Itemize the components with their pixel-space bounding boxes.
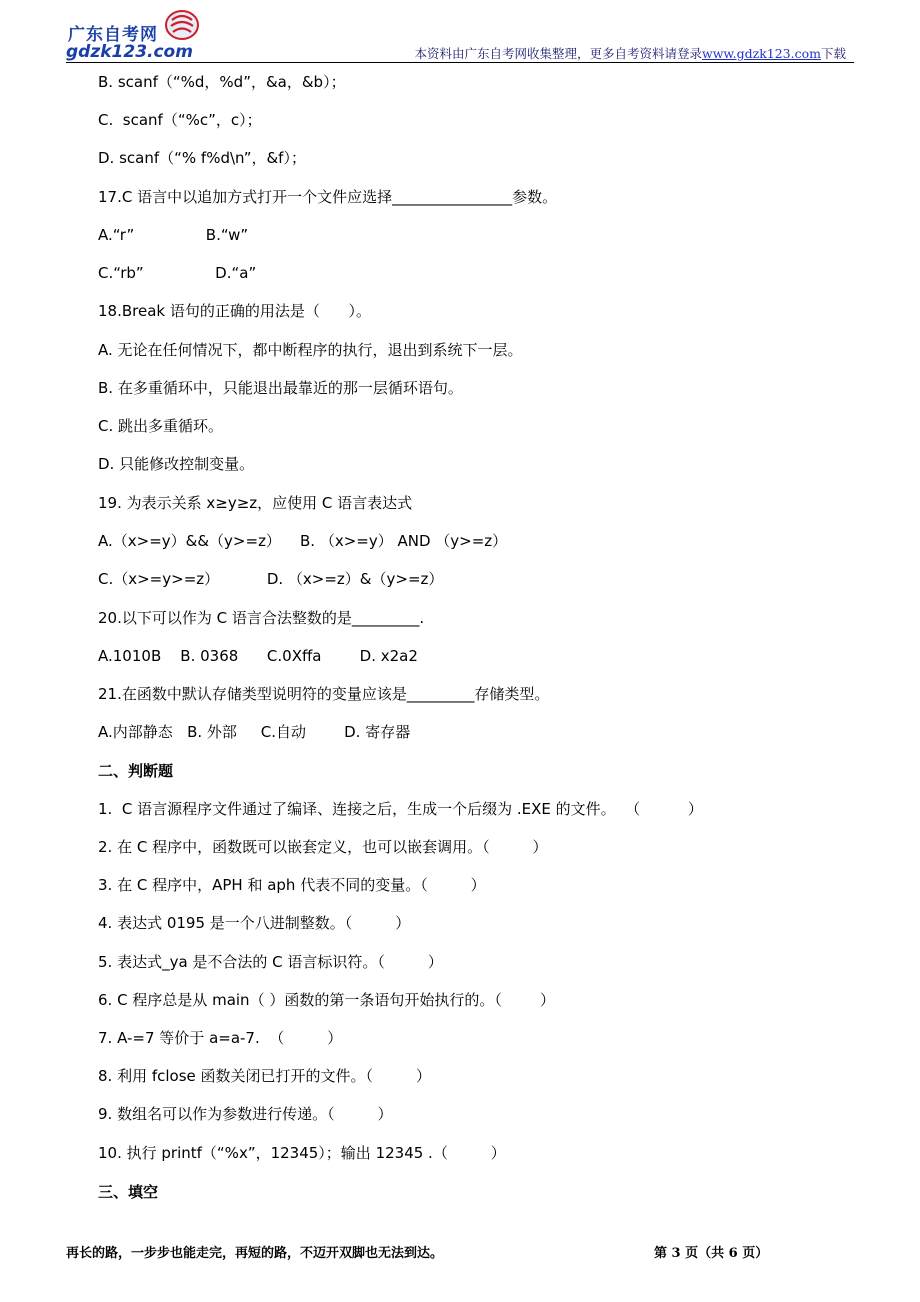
option-line: A.“r” B.“w” [98, 226, 249, 244]
option-line: A. 无论在任何情况下，都中断程序的执行，退出到系统下一层。 [98, 341, 523, 359]
option-line: B. 在多重循环中，只能退出最靠近的那一层循环语句。 [98, 379, 463, 397]
judge-item: 6. C 程序总是从 main（ ）函数的第一条语句开始执行的。（ ） [98, 991, 555, 1009]
judge-item: 4. 表达式 0195 是一个八进制整数。（ ） [98, 914, 411, 932]
judge-item: 7. A-=7 等价于 a=a-7. （ ） [98, 1029, 343, 1047]
judge-item: 2. 在 C 程序中，函数既可以嵌套定义，也可以嵌套调用。（ ） [98, 838, 548, 856]
header-note-suffix: 下载 [820, 46, 846, 61]
judge-item: 9. 数组名可以作为参数进行传递。（ ） [98, 1105, 393, 1123]
option-line: D. scanf（“% f%d\n”，&f）； [98, 149, 306, 167]
option-line: A.内部静态 B. 外部 C.自动 D. 寄存器 [98, 723, 411, 741]
header-link[interactable]: www.gdzk123.com [702, 46, 821, 61]
header-divider [66, 62, 854, 63]
logo-domain: gdzk123.com [66, 42, 193, 62]
question-line: 20.以下可以作为 C 语言合法整数的是_________. [98, 609, 425, 627]
question-line: 18.Break 语句的正确的用法是（ ）。 [98, 302, 371, 320]
option-line: C. scanf（“%c”，c）； [98, 111, 262, 129]
judge-item: 8. 利用 fclose 函数关闭已打开的文件。（ ） [98, 1067, 431, 1085]
logo-title: 广东自考网 [68, 25, 158, 45]
page-number: 第 3 页（共 6 页） [654, 1246, 769, 1261]
option-line: C.“rb” D.“a” [98, 264, 257, 282]
judge-item: 3. 在 C 程序中，APH 和 aph 代表不同的变量。（ ） [98, 876, 486, 894]
hand-logo-icon [162, 8, 200, 42]
option-line: B. scanf（“%d，%d”，&a，&b）； [98, 73, 346, 91]
option-line: C. 跳出多重循环。 [98, 417, 224, 435]
question-line: 21.在函数中默认存储类型说明符的变量应该是_________存储类型。 [98, 685, 550, 703]
question-line: 19. 为表示关系 x≥y≥z，应使用 C 语言表达式 [98, 494, 413, 512]
option-line: D. 只能修改控制变量。 [98, 455, 255, 473]
header-note [415, 44, 847, 62]
judge-item: 10. 执行 printf（“%x”，12345）；输出 12345 .（ ） [98, 1144, 506, 1162]
footer-motto: 再长的路，一步步也能走完，再短的路，不迈开双脚也无法到达。 [66, 1246, 444, 1261]
option-line: A.（x>=y）&&（y>=z） B. （x>=y） AND （y>=z） [98, 532, 508, 550]
header-note-prefix: 本资料由广东自考网收集整理，更多自考资料请登录 [414, 46, 703, 61]
section-heading: 二、判断题 [98, 762, 174, 780]
section-heading: 三、填空 [98, 1183, 159, 1201]
option-line: C.（x>=y>=z） D. （x>=z）&（y>=z） [98, 570, 444, 588]
judge-item: 1. C 语言源程序文件通过了编译、连接之后，生成一个后缀为 .EXE 的文件。 （ ） [98, 800, 703, 818]
question-line: 17.C 语言中以追加方式打开一个文件应选择________________参数。 [98, 188, 558, 206]
site-logo[interactable] [66, 8, 206, 62]
judge-item: 5. 表达式_ya 是不合法的 C 语言标识符。（ ） [98, 953, 443, 971]
option-line: A.1010B B. 0368 C.0Xffa D. x2a2 [98, 647, 418, 665]
